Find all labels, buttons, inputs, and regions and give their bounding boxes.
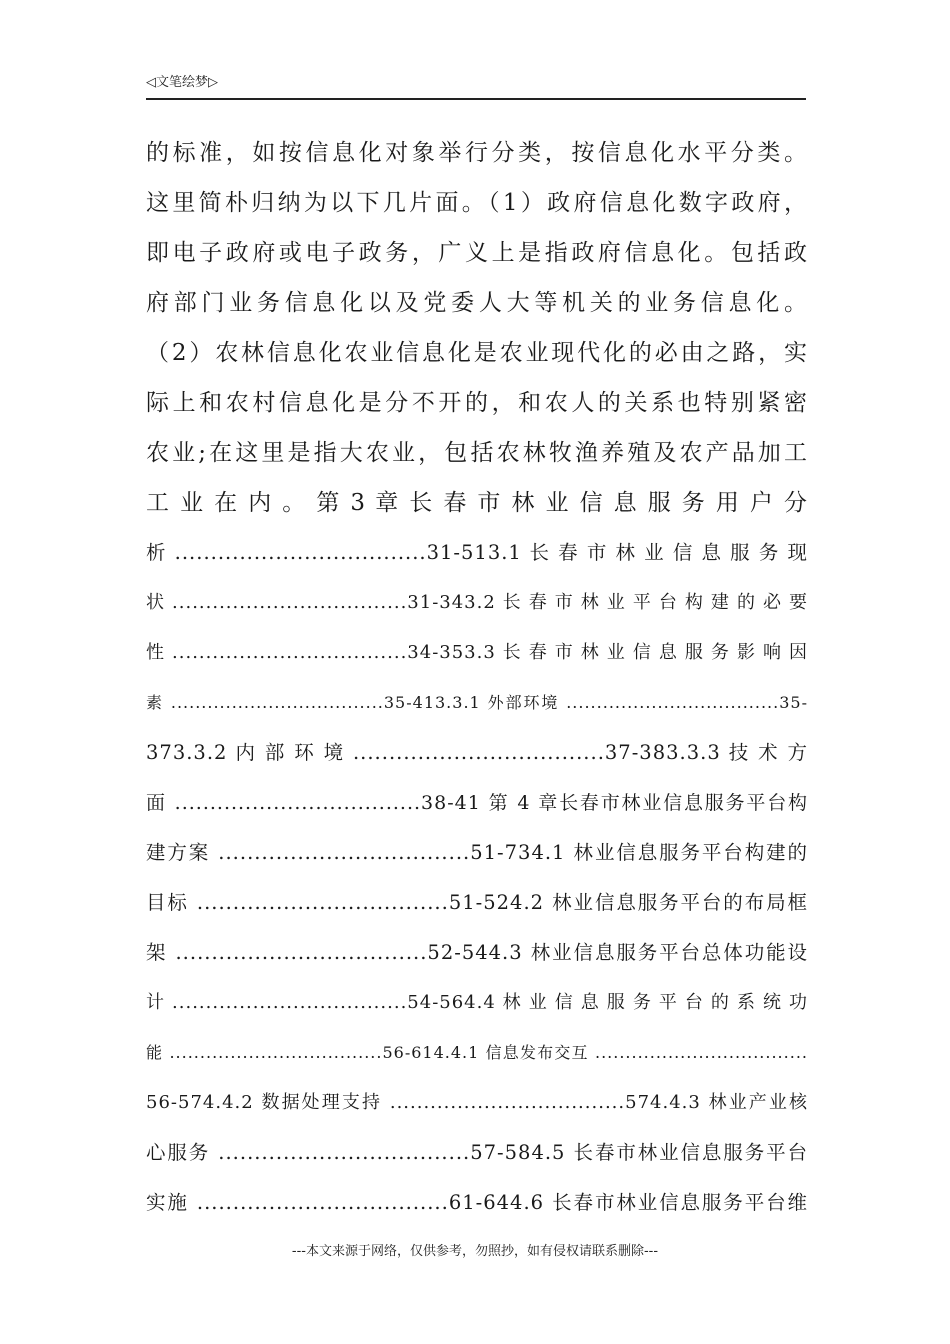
body-line: 工 业 在 内 。 第 3 章 长 春 市 林 业 信 息 服 务 用 户 分 xyxy=(146,490,808,516)
toc-line: 计 ...................................54-564.4 林 业 信 息 服 务 平 台 的 系 统 功 xyxy=(146,992,808,1013)
page-footer: ---本文来源于网络，仅供参考，勿照抄，如有侵权请联系删除--- xyxy=(291,1244,659,1259)
body-line: 际上和农村信息化是分不开的，和农人的关系也特别紧密 xyxy=(146,390,808,416)
toc-line: 实施 ...................................61-644.6 长春市林业信息服务平台维 xyxy=(146,1191,808,1214)
body-line: 这里简朴归纳为以下几片面。（1）政府信息化数字政府， xyxy=(146,190,808,216)
body-line: 即电子政府或电子政务，广义上是指政府信息化。包括政 xyxy=(146,240,808,266)
toc-line: 目标 ...................................51-524.2 林业信息服务平台的布局框 xyxy=(146,891,808,914)
body-line: 农业;在这里是指大农业，包括农林牧渔养殖及农产品加工 xyxy=(146,440,808,466)
body-line: （2）农林信息化农业信息化是农业现代化的必由之路，实 xyxy=(146,340,808,366)
body-line: 府部门业务信息化以及党委人大等机关的业务信息化。 xyxy=(146,290,808,316)
toc-line: 素 ...................................35-413.3.1 外部环境 ...................................35- xyxy=(146,693,808,712)
toc-line: 面 ...................................38-41 第 4 章长春市林业信息服务平台构 xyxy=(146,792,808,814)
toc-line: 性 ...................................34-353.3 长 春 市 林 业 信 息 服 务 影 响 因 xyxy=(146,642,808,663)
toc-line: 56-574.4.2 数据处理支持 ...................................574.4.3 林业产业核 xyxy=(146,1092,808,1113)
toc-line: 架 ...................................52-544.3 林业信息服务平台总体功能设 xyxy=(146,941,808,964)
toc-line: 能 ...................................56-614.4.1 信息发布交互 ................................... xyxy=(146,1043,808,1062)
toc-line: 建方案 ...................................51-734.1 林业信息服务平台构建的 xyxy=(146,841,808,864)
toc-line: 心服务 ...................................57-584.5 长春市林业信息服务平台 xyxy=(146,1141,808,1164)
toc-line: 373.3.2 内 部 环 境 ...................................37-383.3.3 技 术 方 xyxy=(146,741,808,764)
header-title: ◁文笔绘梦▷ xyxy=(146,75,218,90)
toc-line: 析 ...................................31-513.1 长 春 市 林 业 信 息 服 务 现 xyxy=(146,541,808,564)
document-body xyxy=(146,128,808,1228)
toc-line: 状 ...................................31-343.2 长 春 市 林 业 平 台 构 建 的 必 要 xyxy=(146,592,808,613)
page-header xyxy=(146,72,806,100)
body-line: 的标准，如按信息化对象举行分类，按信息化水平分类。 xyxy=(146,140,808,166)
